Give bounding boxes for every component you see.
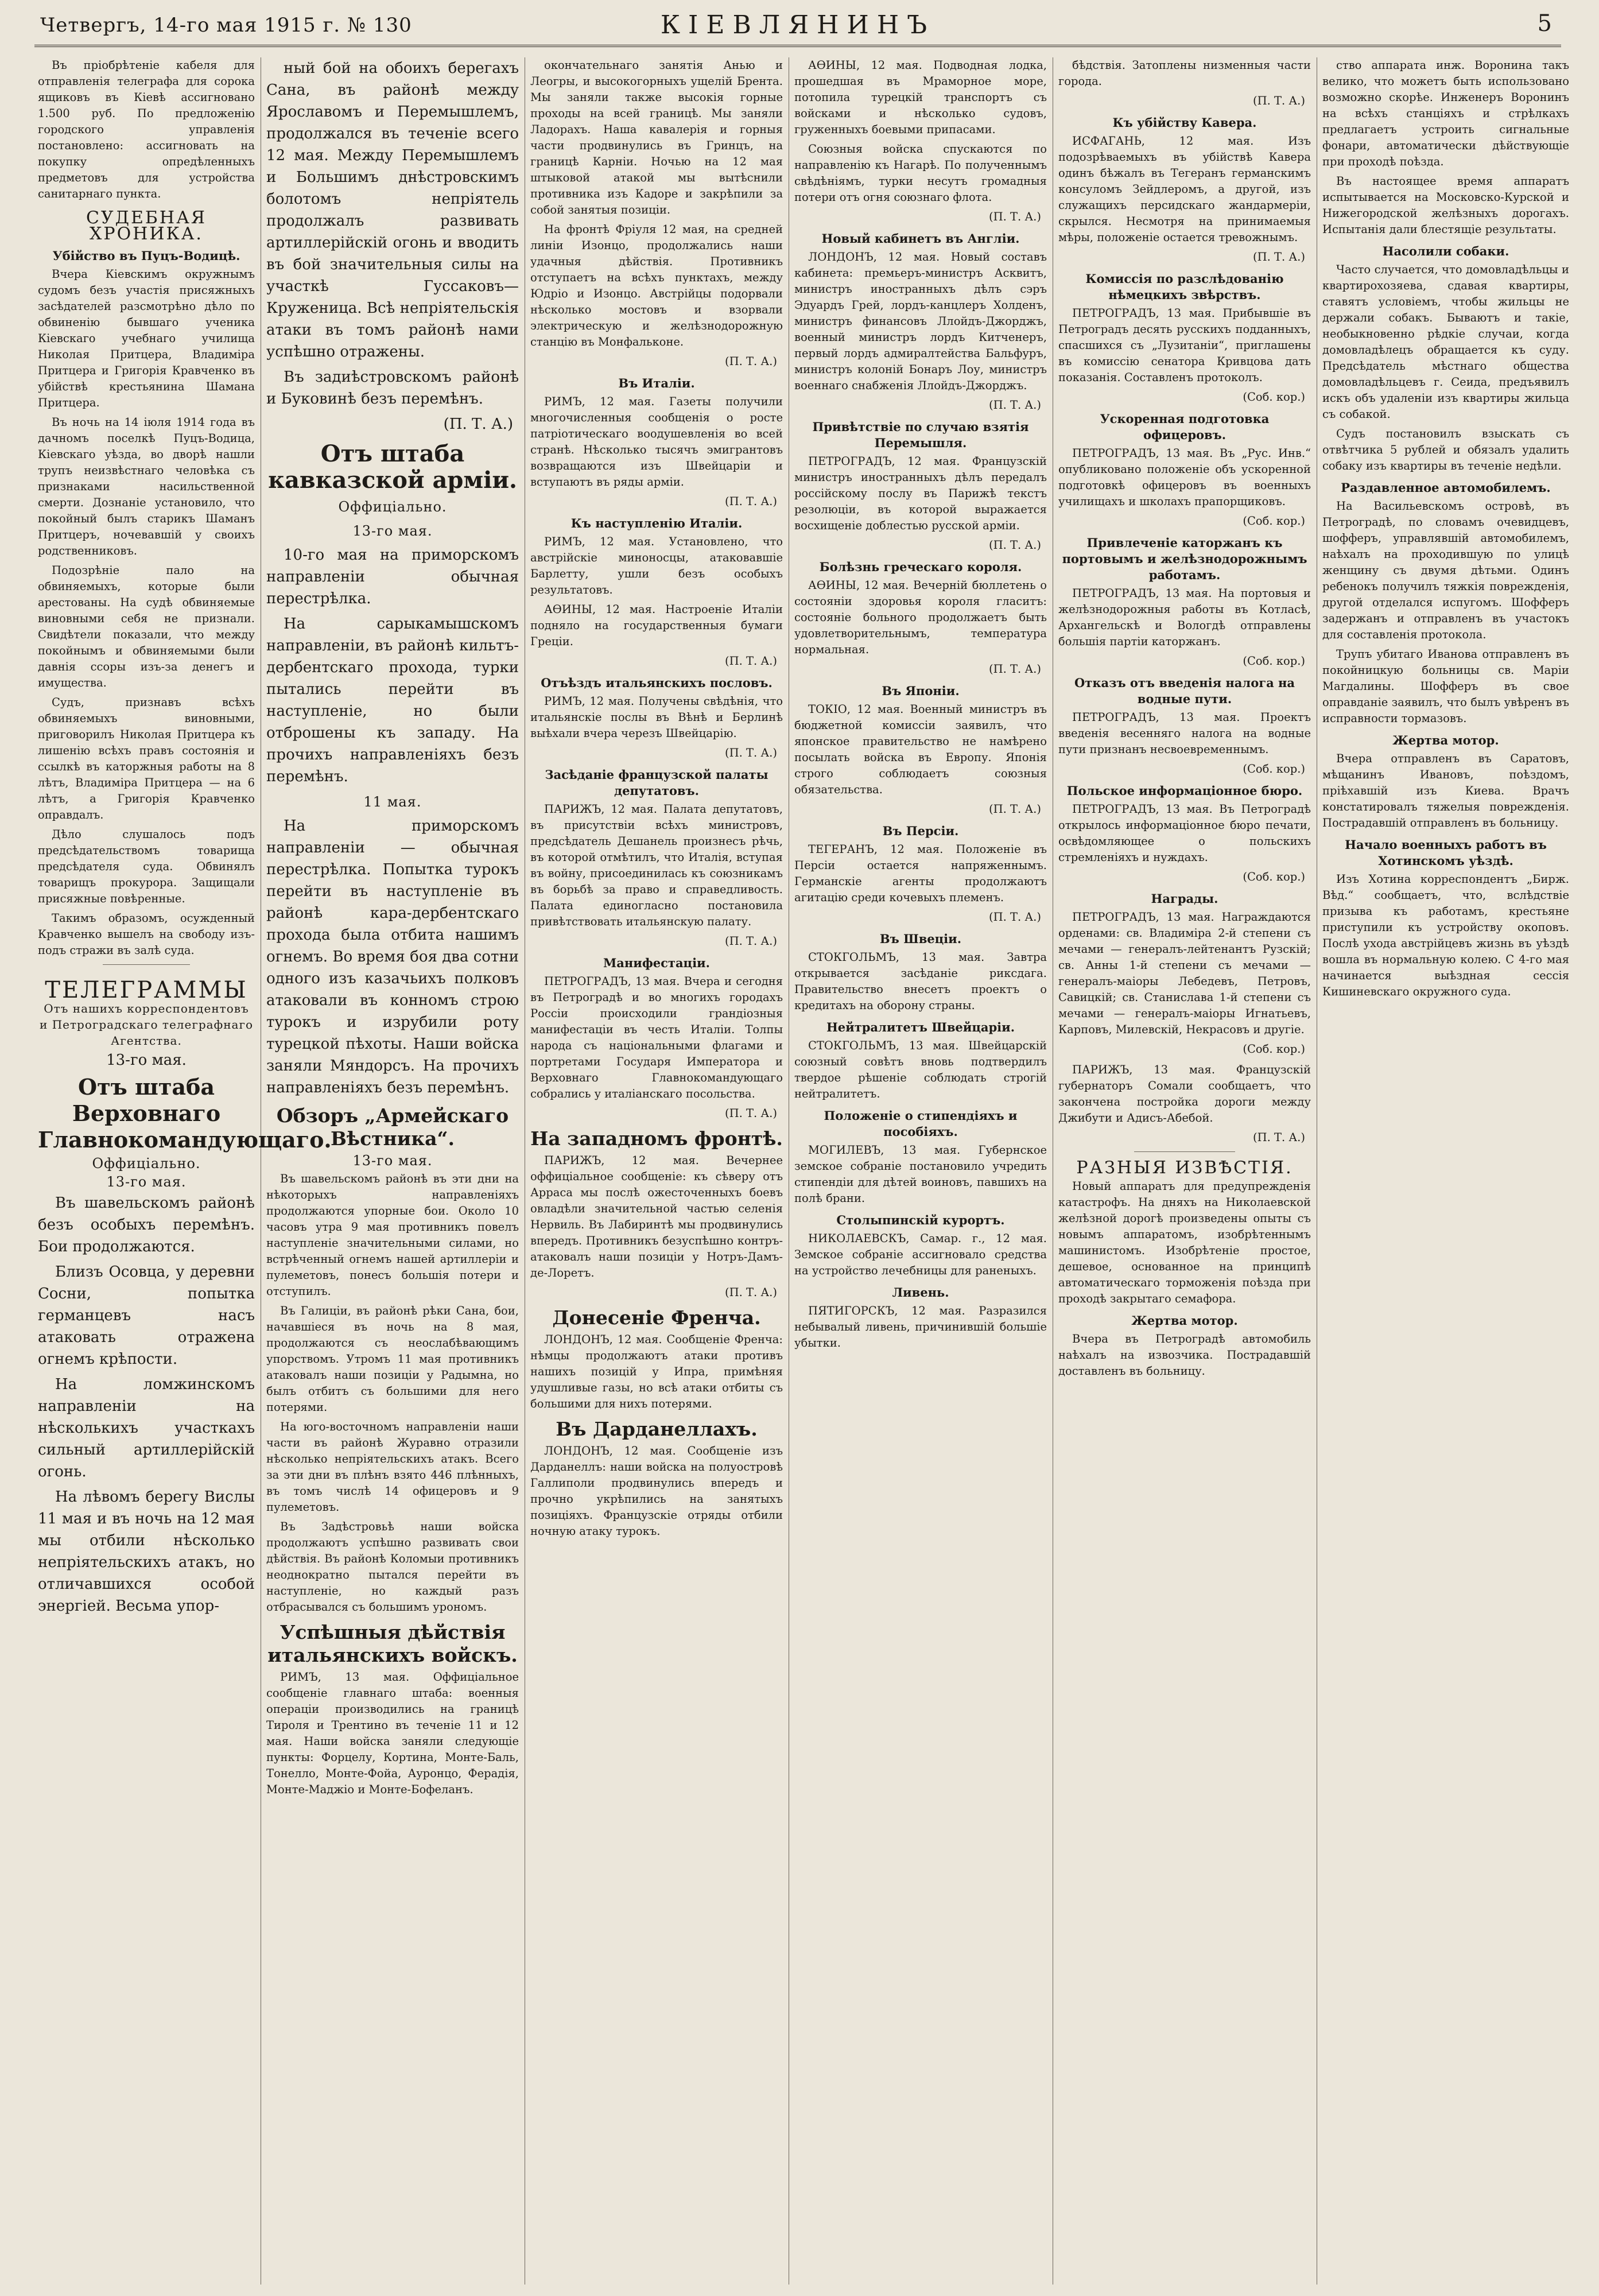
paragraph: АѲИНЫ, 12 мая. Вечерній бюллетень о состояніи здоровья короля гласитъ: состояніе больного продолжаетъ быть удовлетворительнымъ, температура нормальная. — [794, 579, 1047, 656]
paragraph: АѲИНЫ, 12 мая. Настроеніе Италіи подняло на государственныя бумаги Греціи. — [530, 603, 783, 648]
paragraph: РИМЪ, 12 мая. Установлено, что австрійскіе миноносцы, атаковавшіе Барлетту, ушли безъ особыхъ результатовъ. — [530, 535, 783, 596]
telegrams-heading: ТЕЛЕГРАММЫ — [45, 977, 248, 1003]
paragraph: ПЕТРОГРАДЪ, 13 мая. Въ „Рус. Инв.“ опубликовано положеніе объ ускоренной подготовкѣ офицеровъ въ военныхъ училищахъ и школахъ прапорщиковъ. — [1058, 447, 1311, 508]
source-tag: (П. Т. А.) — [989, 910, 1041, 924]
official-label: Оффиціально. — [338, 499, 447, 515]
page-number: 5 — [1537, 10, 1552, 37]
paragraph: ПАРИЖЪ, 12 мая. Вечернее оффиціальное сообщеніе: къ сѣверу отъ Арраса мы послѣ ожесточенныхъ боевъ овладѣли значительной частью селенія Нервиль. Въ Лабиринтѣ мы продвинулись впередъ. Противникъ безуспѣшно контръ-атаковалъ наши позиціи у Нотръ-Дамъ-де-Лоретъ. — [530, 1154, 783, 1279]
paragraph: Въ ночь на 14 іюля 1914 года въ дачномъ поселкѣ Пуцъ-Водица, Кіевскаго уѣзда, во дворѣ нашли трупъ неизвѣстнаго человѣка съ признаками насильственной смерти. Дознаніе установило, что покойный былъ старикъ Шаманъ Притцеръ, ночевавшій у своихъ родственниковъ. — [38, 416, 255, 557]
paragraph: СТОКГОЛЬМЪ, 13 мая. Завтра открывается засѣданіе риксдага. Правительство внесетъ проектъ о кредитахъ на оборону страны. — [794, 951, 1047, 1012]
paragraph: Союзныя войска спускаются по направленію къ Нагарѣ. По полученнымъ свѣдѣніямъ, турки несутъ громадныя потери отъ огня союзнаго флота. — [794, 142, 1047, 204]
source-tag: (П. Т. А.) — [725, 1107, 777, 1120]
section-heading: Нейтралитетъ Швейцаріи. — [826, 1020, 1015, 1034]
source-tag: (П. Т. А.) — [725, 355, 777, 368]
paragraph: ПЕТРОГРАДЪ, 13 мая. Вчера и сегодня въ Петроградѣ и во многихъ городахъ Россіи происходили грандіозныя манифестаціи въ честь Италіи. Толпы народа съ національными флагами и портретами Государя Императора и Верховнаго Главнокомандующаго собрались у италіанскаго посольства. — [530, 975, 783, 1100]
issue-date: Четвергъ, 14-го мая 1915 г. № 130 — [40, 14, 412, 37]
section-heading: Засѣданіе французской палаты депутатовъ. — [545, 767, 769, 798]
divider — [1134, 1151, 1235, 1152]
paragraph: окончательнаго занятія Анью и Леогры, и высокогорныхъ ущелій Брента. Мы заняли также высокія горные проходы на всей границѣ. Мы заняли Ладорахъ. Наша кавалерія и горныя части продвинулись въ Гринцъ, на границѣ Карніи. Ночью на 12 мая штыковой атакой мы вытѣснили противника изъ Кадоре и закрѣпили за собой занятыя позиціи. — [530, 59, 783, 216]
paragraph: Такимъ образомъ, осужденный Кравченко вышелъ на свободу изъ-подъ стражи въ залѣ суда. — [38, 912, 255, 957]
caucasus-heading: Отъ штаба кавказской арміи. — [268, 440, 517, 494]
source-tag: (П. Т. А.) — [989, 210, 1041, 223]
paragraph: Изъ Хотина корреспондентъ „Бирж. Вѣд.“ сообщаетъ, что, вслѣдствіе призыва къ работамъ, крестьяне приступили къ устройству окоповъ. Послѣ ухода австрійцевъ жизнь въ уѣздѣ вошла въ нормальную колею. С 4-го мая начинается выѣздная сессія Кишиневскаго окружного суда. — [1322, 872, 1569, 998]
section-heading: Манифестаціи. — [603, 956, 710, 970]
paragraph: ИСФАГАНЬ, 12 мая. Изъ подозрѣваемыхъ въ убійствѣ Кавера одинъ бѣжалъ въ Тегеранъ германскимъ консуломъ Зейдлеромъ, а другой, изъ служащихъ персидскаго жандармеріи, скрылся. Несмотря на принимаемыя мѣры, положеніе остается тревожнымъ. — [1058, 134, 1311, 244]
paragraph: Судъ, признавъ всѣхъ обвиняемыхъ виновными, приговорилъ Николая Притцера къ лишенію всѣхъ правъ состоянія и ссылкѣ въ каторжныя работы на 8 лѣтъ, Владиміра Притцера — на 6 лѣтъ, а Григорія Кравченко оправдалъ. — [38, 696, 255, 821]
source-tag: (П. Т. А.) — [725, 654, 777, 668]
dateline: 13-го мая. — [352, 1153, 433, 1169]
paragraph: ПАРИЖЪ, 13 мая. Французскій губернаторъ Сомали сообщаетъ, что закончена постройка дороги между Джибути и Адисъ-Абебой. — [1058, 1063, 1311, 1124]
paragraph: ТОКІО, 12 мая. Военный министръ въ бюджетной комиссіи заявилъ, что японское правительство не намѣрено посылать войска въ Европу. Японія строго соблюдаетъ союзныя обязательства. — [794, 703, 1047, 796]
source-tag: (П. Т. А.) — [989, 398, 1041, 412]
dateline: 13-го мая. — [106, 1174, 187, 1190]
source-tag: (П. Т. А.) — [725, 495, 777, 508]
review-heading: Обзоръ „Армейскаго Вѣстника“. — [276, 1104, 509, 1150]
source-tag: (П. Т. А.) — [989, 802, 1041, 816]
section-heading: Положеніе о стипендіяхъ и пособіяхъ. — [824, 1108, 1018, 1139]
section-heading: Жертва мотор. — [1131, 1313, 1238, 1328]
paragraph: 10-го мая на приморскомъ направленіи обычная перестрѣлка. — [266, 546, 519, 607]
column-2 — [266, 57, 519, 2285]
section-heading: Въ Швеціи. — [879, 932, 962, 946]
source-tag: (П. Т. А.) — [725, 1286, 777, 1299]
section-heading: Раздавленное автомобилемъ. — [1341, 480, 1551, 495]
paragraph: ПЕТРОГРАДЪ, 13 мая. Въ Петроградѣ открылось информаціонное бюро печати, освѣдомляющее о польскихъ стремленіяхъ и нуждахъ. — [1058, 802, 1311, 864]
source-tag: (П. Т. А.) — [1253, 1131, 1305, 1144]
paragraph: На приморскомъ направленіи — обычная перестрѣлка. Попытка турокъ перейти въ наступленіе въ районѣ кара-дербентскаго прохода была отбита нашимъ огнемъ. Во время боя два сотни одного изъ казачьихъ полковъ атаковали въ конномъ строю турокъ и изрубили роту турецкой пѣхоты. Наши войска заняли Мяндорсъ. На прочихъ направленіяхъ безъ перемѣнъ. — [266, 817, 519, 1096]
paragraph: МОГИЛЕВЪ, 13 мая. Губернское земское собраніе постановило учредить стипендіи для дѣтей воиновъ, павшихъ на полѣ брани. — [794, 1143, 1047, 1205]
paragraph: Въ Задѣстровьѣ наши войска продолжаютъ успѣшно развивать свои дѣйствія. Въ районѣ Коломыи противникъ неоднократно пытался перейти въ наступленіе, но каждый разъ отбрасывался съ большимъ урономъ. — [266, 1520, 519, 1614]
court-chronicle-heading: СУДЕБНАЯ ХРОНИКА. — [86, 208, 207, 244]
paragraph: На ломжинскомъ направленіи на нѣсколькихъ участкахъ сильный артиллерійскій огонь. — [38, 1376, 255, 1480]
section-heading: Привѣтствіе по случаю взятія Перемышля. — [812, 420, 1029, 450]
case-heading: Убійство въ Пуцъ-Водицѣ. — [52, 249, 240, 263]
source-tag: (Соб. кор.) — [1243, 762, 1305, 775]
paragraph: Трупъ убитаго Ивановa отправленъ въ покойницкую больницы св. Маріи Магдалины. Шофферъ въ свое оправданіе заявилъ, что былъ увѣренъ въ исправности тормазовъ. — [1322, 647, 1569, 725]
paragraph: На лѣвомъ берегу Вислы 11 мая и въ ночь на 12 мая мы отбили нѣсколько непріятельскихъ атакъ, но отличавшихся особой энергіей. Весьма упор- — [38, 1488, 255, 1615]
paragraph: Въ настоящее время аппаратъ испытывается на Московско-Курской и Нижегородской желѣзныхъ дорогахъ. Испытанія дали блестящіе результаты. — [1322, 174, 1569, 236]
section-heading: Насолили собаки. — [1382, 244, 1509, 258]
source-tag: (Соб. кор.) — [1243, 1042, 1305, 1056]
paragraph: СТОКГОЛЬМЪ, 13 мая. Швейцарскій союзный совѣтъ вновь подтвердилъ твердое рѣшеніе соблюдать строгій нейтралитетъ. — [794, 1039, 1047, 1100]
misc-news-heading: РАЗНЫЯ ИЗВѢСТІЯ. — [1076, 1158, 1293, 1178]
paragraph: ПЕТРОГРАДЪ, 13 мая. Награждаются орденами: св. Владиміра 2-й степени съ мечами — генералъ-лейтенантъ Рузскій; св. Анны 1-й степени съ мечами — генералъ-маіоры Лебедевъ, Петровъ, Савицкій; св. Станислава 1-й степени съ мечами — генералъ-маіоры Игнатьевъ, Карповъ, Милевскій, Некрасовъ и другіе. — [1058, 910, 1311, 1036]
paragraph: Близъ Осовца, у деревни Сосни, попытка германцевъ насъ атаковать отражена огнемъ крѣпости. — [38, 1263, 255, 1368]
paragraph: ПАРИЖЪ, 12 мая. Палата депутатовъ, въ присутствіи всѣхъ министровъ, предсѣдатель Дешанель произнесъ рѣчь, въ которой отмѣтилъ, что Италія, вступая въ войну, присоединилась къ союзникамъ въ борьбѣ за право и справедливость. Палата единогласно постановила привѣтствовать итальянскую палату. — [530, 802, 783, 928]
paragraph: Подозрѣніе пало на обвиняемыхъ, которые были арестованы. На судѣ обвиняемые виновными себя не признали. Свидѣтели показали, что между покойнымъ и обвиняемыми были давнія ссоры изъ-за денегъ и имущества. — [38, 564, 255, 689]
section-heading: Польское информаціонное бюро. — [1066, 784, 1303, 798]
paragraph: РИМЪ, 12 мая. Газеты получили многочисленныя сообщенія о росте патріотическаго воодушевленія во всей странѣ. Нѣсколько тысячъ эмигрантовъ возвращаются изъ Швейцаріи и вступаютъ въ ряды арміи. — [530, 395, 783, 488]
section-heading: Награды. — [1151, 891, 1218, 906]
paragraph: Въ задиѣстровскомъ районѣ и Буковинѣ безъ перемѣнъ. — [266, 369, 519, 408]
section-heading: Привлеченіе каторжанъ къ портовымъ и желѣзнодорожнымъ работамъ. — [1062, 536, 1307, 582]
section-heading: Къ убійству Кавера. — [1112, 115, 1257, 130]
paragraph: Вчера въ Петроградѣ автомобиль наѣхалъ на извозчика. Пострадавшій доставленъ въ больницу. — [1058, 1332, 1311, 1378]
section-heading: Столыпинскій курортъ. — [836, 1213, 1005, 1227]
paragraph: ЛОНДОНЪ, 12 мая. Новый составъ кабинета: премьеръ-министръ Асквитъ, министръ иностранныхъ дѣлъ сэръ Эдуардъ Грей, лордъ-канцлеръ Холденъ, министръ финансовъ Ллойдъ-Джорджъ, военный министръ лордъ Китченеръ, первый лордъ адмиралтейства Бальфуръ, министръ колоній Бонаръ Лоу, министръ военнаго снабженія Ллойдъ-Джорджъ. — [794, 250, 1047, 392]
paragraph: На фронтѣ Фріуля 12 мая, на средней линіи Изонцо, продолжались наши удачныя дѣйствія. Противникъ отступаетъ на всѣхъ пунктахъ, между Юдріо и Изонцо. Австрійцы подорвали нѣсколько мостовъ и взорвали электрическую и желѣзнодорожную станцію въ Монфальконе. — [530, 223, 783, 348]
paragraph: Судъ постановилъ взыскать съ отвѣтчика 5 рублей и обязалъ удалить собаку изъ квартиры въ теченіе недѣли. — [1322, 427, 1569, 472]
section-heading: Новый кабинетъ въ Англіи. — [821, 231, 1020, 246]
paragraph: ство аппарата инж. Воронина такъ велико, что можетъ быть использовано возможно скорѣе. Инженеръ Воронинъ на всѣхъ станціяхъ и стрѣлкахъ предлагаетъ устроить сигнальные фонари, автоматически дѣйствующіе при проходѣ поѣзда. — [1322, 59, 1569, 168]
section-heading: Ливень. — [892, 1285, 949, 1300]
section-heading: Къ наступленію Италіи. — [570, 516, 743, 530]
column-6 — [1322, 57, 1569, 2285]
hq-heading: Отъ штаба Верховнаго Главнокомандующаго. — [38, 1074, 332, 1153]
paragraph: Въ Галиціи, въ районѣ рѣки Сана, бои, начавшіеся въ ночь на 8 мая, продолжаются съ неослабѣвающимъ упорствомъ. Утромъ 11 мая противникъ атаковалъ наши позиціи у Радымна, но былъ отбитъ съ большими для него потерями. — [266, 1304, 519, 1414]
paragraph: АѲИНЫ, 12 мая. Подводная лодка, прошедшая въ Мраморное море, потопила турецкій транспортъ съ войсками и нѣсколько судовъ, груженныхъ боевыми припасами. — [794, 59, 1047, 136]
source-tag: (Соб. кор.) — [1243, 390, 1305, 404]
section-heading: Жертва мотор. — [1392, 733, 1499, 747]
section-heading: Начало военныхъ работъ въ Хотинскомъ уѣздѣ. — [1345, 837, 1547, 868]
source-tag: (П. Т. А.) — [725, 746, 777, 759]
paragraph: Въ шавельскомъ районѣ безъ особыхъ перемѣнъ. Бои продолжаются. — [38, 1194, 255, 1255]
paragraph: ЛОНДОНЪ, 12 мая. Сообщеніе Френча: нѣмцы продолжаютъ атаки противъ нашихъ позицій у Ипра, примѣняя удушливые газы, но всѣ атаки отбиты съ большими для нихъ потерями. — [530, 1333, 783, 1410]
paragraph: Дѣло слушалось подъ предсѣдательствомъ товарища предсѣдателя суда. Обвинялъ товарищъ прокурора. Защищали присяжные повѣренные. — [38, 828, 255, 905]
paragraph: На юго-восточномъ направленіи наши части въ районѣ Журавно отразили нѣсколько непріятельскихъ атакъ. Всего за эти дни въ плѣнъ взято 446 плѣнныхъ, въ томъ числѣ 14 офицеровъ и 9 пулеметовъ. — [266, 1420, 519, 1514]
column-4 — [794, 57, 1047, 2285]
official-label: Оффиціально. — [92, 1155, 201, 1172]
section-heading: Болѣзнь греческаго короля. — [819, 560, 1022, 574]
page-header — [34, 10, 1561, 47]
paragraph: Новый аппаратъ для предупрежденія катастрофъ. На дняхъ на Николаевской желѣзной дорогѣ произведены опыты съ новымъ аппаратомъ, изобрѣтеннымъ машинистомъ. Изобрѣтеніе простое, дешевое, основанное на принципѣ автоматическаго торможенія поѣзда при проходѣ закрытаго семафора. — [1058, 1180, 1311, 1305]
paragraph: ПЕТРОГРАДЪ, 13 мая. Прибывшіе въ Петроградъ десять русскихъ подданныхъ, спасшихся съ „Лузитаніи“, приглашены въ комиссію сенатора Кривцова дать показанія. Составленъ протоколъ. — [1058, 307, 1311, 384]
paragraph: ПЯТИГОРСКЪ, 12 мая. Разразился небывалый ливень, причинившій большіе убытки. — [794, 1304, 1047, 1349]
paragraph: ПЕТРОГРАДЪ, 12 мая. Французскій министръ иностранныхъ дѣлъ передалъ россійскому послу въ Парижѣ текстъ резолюціи, въ которой выражается восхищеніе доблестью русской арміи. — [794, 455, 1047, 532]
paragraph: На Васильевскомъ островѣ, въ Петроградѣ, по словамъ очевидцевъ, шофферъ, управлявшій автомобилемъ, наѣхалъ на проходившую по улицѣ женщину съ двумя дѣтьми. Одинъ ребенокъ получилъ тяжкія поврежденія, другой отделался испугомъ. Шофферъ задержанъ и отправленъ въ участокъ для составленія протокола. — [1322, 499, 1569, 641]
paragraph: Вчера отправленъ въ Саратовъ, мѣщанинъ Ивановъ, поѣздомъ, пріѣхавшій изъ Киева. Врачъ констатировалъ тяжелыя поврежденія. Пострадавшій отправленъ въ больницу. — [1322, 752, 1569, 829]
section-heading: Отъѣздъ итальянскихъ пословъ. — [541, 676, 773, 690]
section-heading: Въ Персіи. — [882, 824, 959, 838]
paragraph: бѣдствія. Затоплены низменныя части города. — [1058, 59, 1311, 88]
paragraph: Вчера Кіевскимъ окружнымъ судомъ безъ участія присяжныхъ засѣдателей разсмотрѣно дѣло по обвиненію бывшаго ученика Кіевскаго учебнаго училища Николая Притцера, Владиміра Притцера и Григорія Кравченко въ убійствѣ крестьянина Шамана Притцера. — [38, 267, 255, 409]
italy-success-heading: Успѣшныя дѣйствія итальянскихъ войскъ. — [267, 1621, 518, 1666]
dateline: 13-го мая. — [352, 523, 433, 539]
dateline: 13-го мая. — [106, 1052, 187, 1069]
source-tag: (Соб. кор.) — [1243, 514, 1305, 528]
paragraph: ЛОНДОНЪ, 12 мая. Сообщеніе изъ Дарданеллъ: наши войска на полуостровѣ Галлиполи продвинулись впередъ и прочно укрѣпились на занятыхъ позиціяхъ. Французскіе отряды отбили ночную атаку турокъ. — [530, 1444, 783, 1538]
section-heading: Комиссія по разслѣдованію нѣмецкихъ звѣрствъ. — [1085, 272, 1284, 302]
paragraph: Въ шавельскомъ районѣ въ эти дни на нѣкоторыхъ направленіяхъ продолжаются упорные бои. Около 10 часовъ утра 9 мая противникъ повелъ наступленіе значительными силами, но встрѣченный огнемъ нашей артиллеріи и пулеметовъ, понесъ большія потери и отступилъ. — [266, 1172, 519, 1298]
section-heading: Ускоренная подготовка офицеровъ. — [1100, 412, 1270, 442]
paragraph: РИМЪ, 13 мая. Оффиціальное сообщеніе главнаго штаба: военныя операціи производились на границѣ Тироля и Трентино въ теченіе 11 и 12 мая. Наши войска заняли следующіе пункты: Форцелу, Кортина, Монте-Баль, Тонелло, Монте-Фойа, Ауронцо, Ферадія, Монте-Маджіо и Монте-Бофеланъ. — [266, 1670, 519, 1796]
section-heading: Въ Италіи. — [618, 376, 695, 390]
source-tag: (П. Т. А.) — [1253, 250, 1305, 263]
paragraph: Часто случается, что домовладѣльцы и квартирохозяева, сдавая квартиры, ставятъ условіемъ, чтобы жильцы не держали собакъ. Бываютъ и такіе, необыкновенно рѣдкіе случаи, когда домовладѣлецъ обращается къ суду. Предсѣдатель мѣстнаго общества домовладѣльцевъ г. Сеида, предъявилъ искъ объ удаленіи изъ квартиры жильца съ собакой. — [1322, 263, 1569, 421]
dardanelles-heading: Въ Дарданеллахъ. — [556, 1418, 758, 1440]
source-tag: (П. Т. А.) — [989, 538, 1041, 552]
intro-paragraph: Въ пріобрѣтеніе кабеля для отправленія телеграфа для сорока ящиковъ въ Кіевѣ ассигновано 1.500 руб. По предложенію городского управленія постановлено: ассигновать на покупку опредѣленныхъ предметовъ для устройства санитарнаго пункта. — [38, 59, 255, 200]
paragraph: На сарыкамышскомъ направленіи, въ районѣ кильтъ-дербентскаго прохода, турки пытались перейти въ наступленіе, но были отброшены къ западу. На прочихъ направленіяхъ безъ перемѣнъ. — [266, 615, 519, 785]
source-tag: (П. Т. А.) — [443, 416, 513, 433]
dateline: 11 мая. — [363, 794, 422, 810]
section-heading: Въ Японіи. — [882, 684, 960, 698]
column-3 — [530, 57, 783, 2285]
paragraph: ный бой на обоихъ берегахъ Сана, въ районѣ между Ярославомъ и Перемышлемъ, продолжался въ теченіе всего 12 мая. Между Перемышлемъ и Большимъ днѣстровскимъ болотомъ непріятель продолжалъ развивать артиллерійскій огонь и вводить въ бой значительныя силы на участкѣ Гуссаковъ—Круженица. Всѣ непріятельскія атаки въ томъ районѣ нами успѣшно отражены. — [266, 60, 519, 360]
source-tag: (П. Т. А.) — [1253, 94, 1305, 107]
column-1 — [38, 57, 332, 2285]
divider — [103, 964, 189, 965]
source-tag: (П. Т. А.) — [989, 662, 1041, 676]
column-5 — [1058, 57, 1311, 2285]
paragraph: ПЕТРОГРАДЪ, 13 мая. На портовыя и желѣзнодорожныя работы въ Котласѣ, Архангельскѣ и Вологдѣ отправлены большія партіи каторжанъ. — [1058, 587, 1311, 648]
paragraph: РИМЪ, 12 мая. Получены свѣдѣнія, что итальянскіе послы въ Вѣнѣ и Берлинѣ выѣхали вчера черезъ Швейцарію. — [530, 695, 783, 740]
paragraph: ПЕТРОГРАДЪ, 13 мая. Проектъ введенія весенняго налога на водные пути признанъ несвоевременнымъ. — [1058, 711, 1311, 756]
newspaper-title: КІЕВЛЯНИНЪ — [660, 10, 936, 40]
paragraph: НИКОЛАЕВСКЪ, Самар. г., 12 мая. Земское собраніе ассигновало средства на устройство лечебницы для раненыхъ. — [794, 1232, 1047, 1277]
paragraph: ТЕГЕРАНЪ, 12 мая. Положеніе въ Персіи остается напряженнымъ. Германскіе агенты продолжаютъ агитацію среди кочевыхъ племенъ. — [794, 843, 1047, 904]
western-front-heading: На западномъ фронтѣ. — [530, 1127, 783, 1150]
source-tag: (Соб. кор.) — [1243, 870, 1305, 883]
source-tag: (Соб. кор.) — [1243, 654, 1305, 668]
french-report-heading: Донесеніе Френча. — [552, 1306, 761, 1329]
section-heading: Отказъ отъ введенія налога на водные пути. — [1074, 676, 1295, 706]
source-tag: (П. Т. А.) — [725, 934, 777, 948]
telegrams-subheading: Отъ нашихъ корреспондентовъ и Петроградскаго телеграфнаго Агентства. — [40, 1002, 253, 1048]
